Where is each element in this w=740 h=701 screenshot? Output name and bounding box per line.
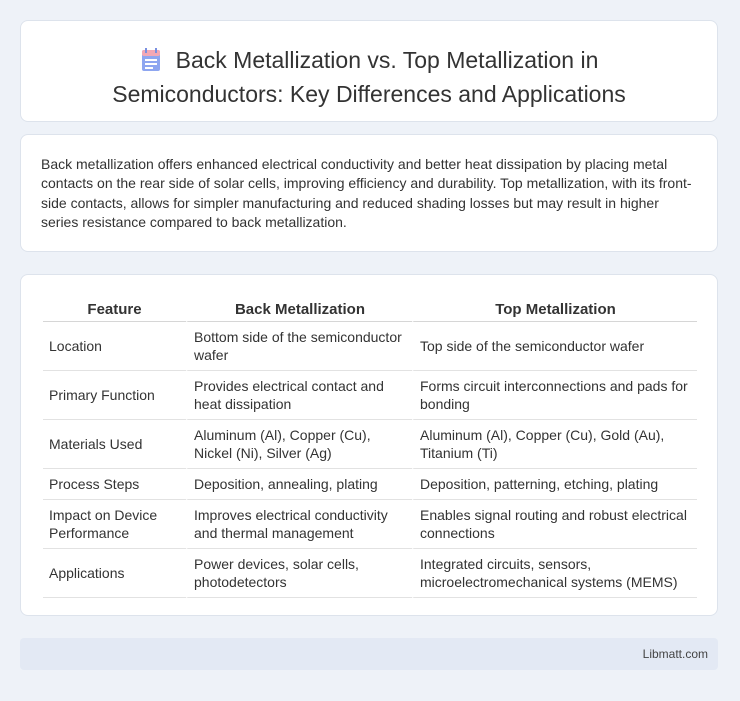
page-title	[21, 45, 717, 109]
table-cell: Aluminum (Al), Copper (Cu), Gold (Au), Titanium (Ti)	[412, 420, 697, 469]
table-cell: Process Steps	[43, 469, 186, 500]
table-cell: Bottom side of the semiconductor wafer	[186, 322, 412, 371]
comparison-card	[20, 274, 718, 616]
column-header-back: Back Metallization	[186, 295, 412, 322]
table-row	[43, 469, 697, 500]
table-row	[43, 371, 697, 420]
table-cell: Primary Function	[43, 371, 186, 420]
table-row	[43, 549, 697, 598]
table-cell: Forms circuit interconnections and pads for bonding	[412, 371, 697, 420]
table-cell: Top side of the semiconductor wafer	[412, 322, 697, 371]
table-cell: Enables signal routing and robust electrical connections	[412, 500, 697, 549]
table-row	[43, 420, 697, 469]
table-cell: Power devices, solar cells, photodetectors	[186, 549, 412, 598]
column-header-top: Top Metallization	[412, 295, 697, 322]
table-cell: Impact on Device Performance	[43, 500, 186, 549]
table-header-row	[43, 295, 697, 322]
table-cell: Materials Used	[43, 420, 186, 469]
title-line-1: Back Metallization vs. Top Metallization in	[175, 47, 599, 73]
comparison-table	[43, 295, 697, 598]
table-cell: Aluminum (Al), Copper (Cu), Nickel (Ni), Silver (Ag)	[186, 420, 412, 469]
table-cell: Deposition, annealing, plating	[186, 469, 412, 500]
title-card	[20, 20, 718, 122]
table-row	[43, 322, 697, 371]
table-cell: Location	[43, 322, 186, 371]
table-cell: Integrated circuits, sensors, microelectromechanical systems (MEMS)	[412, 549, 697, 598]
table-cell: Applications	[43, 549, 186, 598]
table-cell: Provides electrical contact and heat dissipation	[186, 371, 412, 420]
footer-bar	[20, 638, 718, 670]
title-line-2: Semiconductors: Key Differences and Applications	[112, 81, 626, 107]
document-icon	[140, 48, 162, 79]
summary-text: Back metallization offers enhanced electrical conductivity and better heat dissipation by placing metal contacts on the rear side of solar cells, improving efficiency and durability. Top metallization, with its front-side contacts, allows for simpler manufacturing and reduced shading losses but may result in higher series resistance compared to back metallization.	[41, 156, 692, 230]
table-cell: Deposition, patterning, etching, plating	[412, 469, 697, 500]
table-cell: Improves electrical conductivity and thermal management	[186, 500, 412, 549]
column-header-feature: Feature	[43, 295, 186, 322]
table-row	[43, 500, 697, 549]
footer-brand-link[interactable]: Libmatt.com	[642, 647, 708, 661]
summary-card	[20, 134, 718, 252]
